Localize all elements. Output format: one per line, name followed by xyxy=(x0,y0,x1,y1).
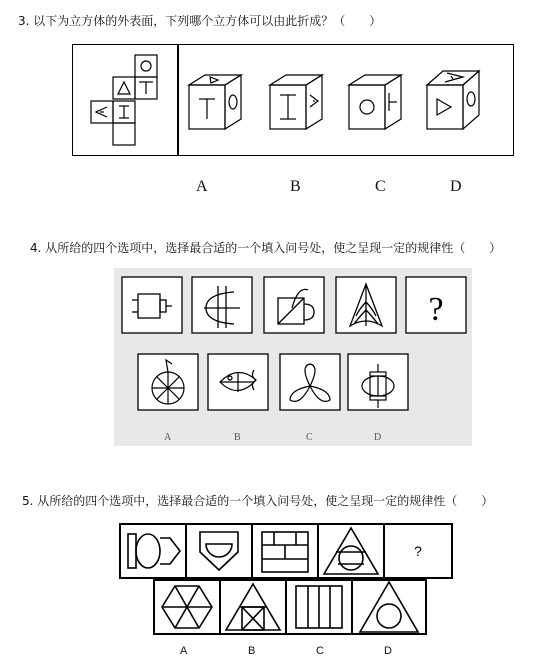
question-3-figure-box xyxy=(72,44,514,156)
question-4-option-b-label: B xyxy=(234,432,241,443)
question-5-question-mark: ? xyxy=(414,543,422,559)
question-3-divider xyxy=(177,45,179,155)
question-4-scan-area xyxy=(114,268,472,446)
cube-net-icon xyxy=(85,51,171,151)
question-4-option-c-label: C xyxy=(306,432,313,443)
question-4-figures xyxy=(114,268,472,446)
hexagon-icon xyxy=(162,586,212,628)
question-3-option-c-label: C xyxy=(375,178,386,195)
cube-I-A-icon xyxy=(266,71,326,137)
question-5-text: 5. 从所给的四个选项中，选择最合适的一个填入问号处，使之呈现一定的规律性（ ） xyxy=(22,494,494,508)
cube-T-O-triangle-icon xyxy=(185,71,245,137)
question-3-text: 3. 以下为立方体的外表面，下列哪个立方体可以由此折成？（ ） xyxy=(18,14,382,28)
question-5-figures xyxy=(118,522,458,642)
triangle-circle-option-icon xyxy=(360,582,418,632)
question-5-option-d-label: D xyxy=(384,645,392,657)
cube-triangle-O-A-icon xyxy=(423,67,483,137)
question-5-option-b-label: B xyxy=(248,645,256,657)
question-3-option-b-label: B xyxy=(290,178,301,195)
pentagon-semicircle-icon xyxy=(200,532,238,570)
question-4-question-mark: ? xyxy=(428,291,444,328)
question-4-option-a-label: A xyxy=(164,432,172,443)
rectangles-bars-icon xyxy=(296,586,342,628)
cube-O-T-icon xyxy=(345,71,405,137)
question-3-option-d-label: D xyxy=(450,178,462,195)
triangle-circle-icon xyxy=(324,528,378,574)
question-4-option-d-label: D xyxy=(374,432,382,443)
question-5-option-c-label: C xyxy=(316,645,324,657)
shapes-mix-icon xyxy=(128,534,180,568)
question-5-option-a-label: A xyxy=(180,645,188,657)
question-3-option-a-label: A xyxy=(196,178,208,195)
grid-rectangles-icon xyxy=(262,532,308,572)
question-4-text: 4. 从所给的四个选项中，选择最合适的一个填入问号处，使之呈现一定的规律性（ ） xyxy=(30,241,502,255)
triangle-grid-icon xyxy=(226,584,280,630)
